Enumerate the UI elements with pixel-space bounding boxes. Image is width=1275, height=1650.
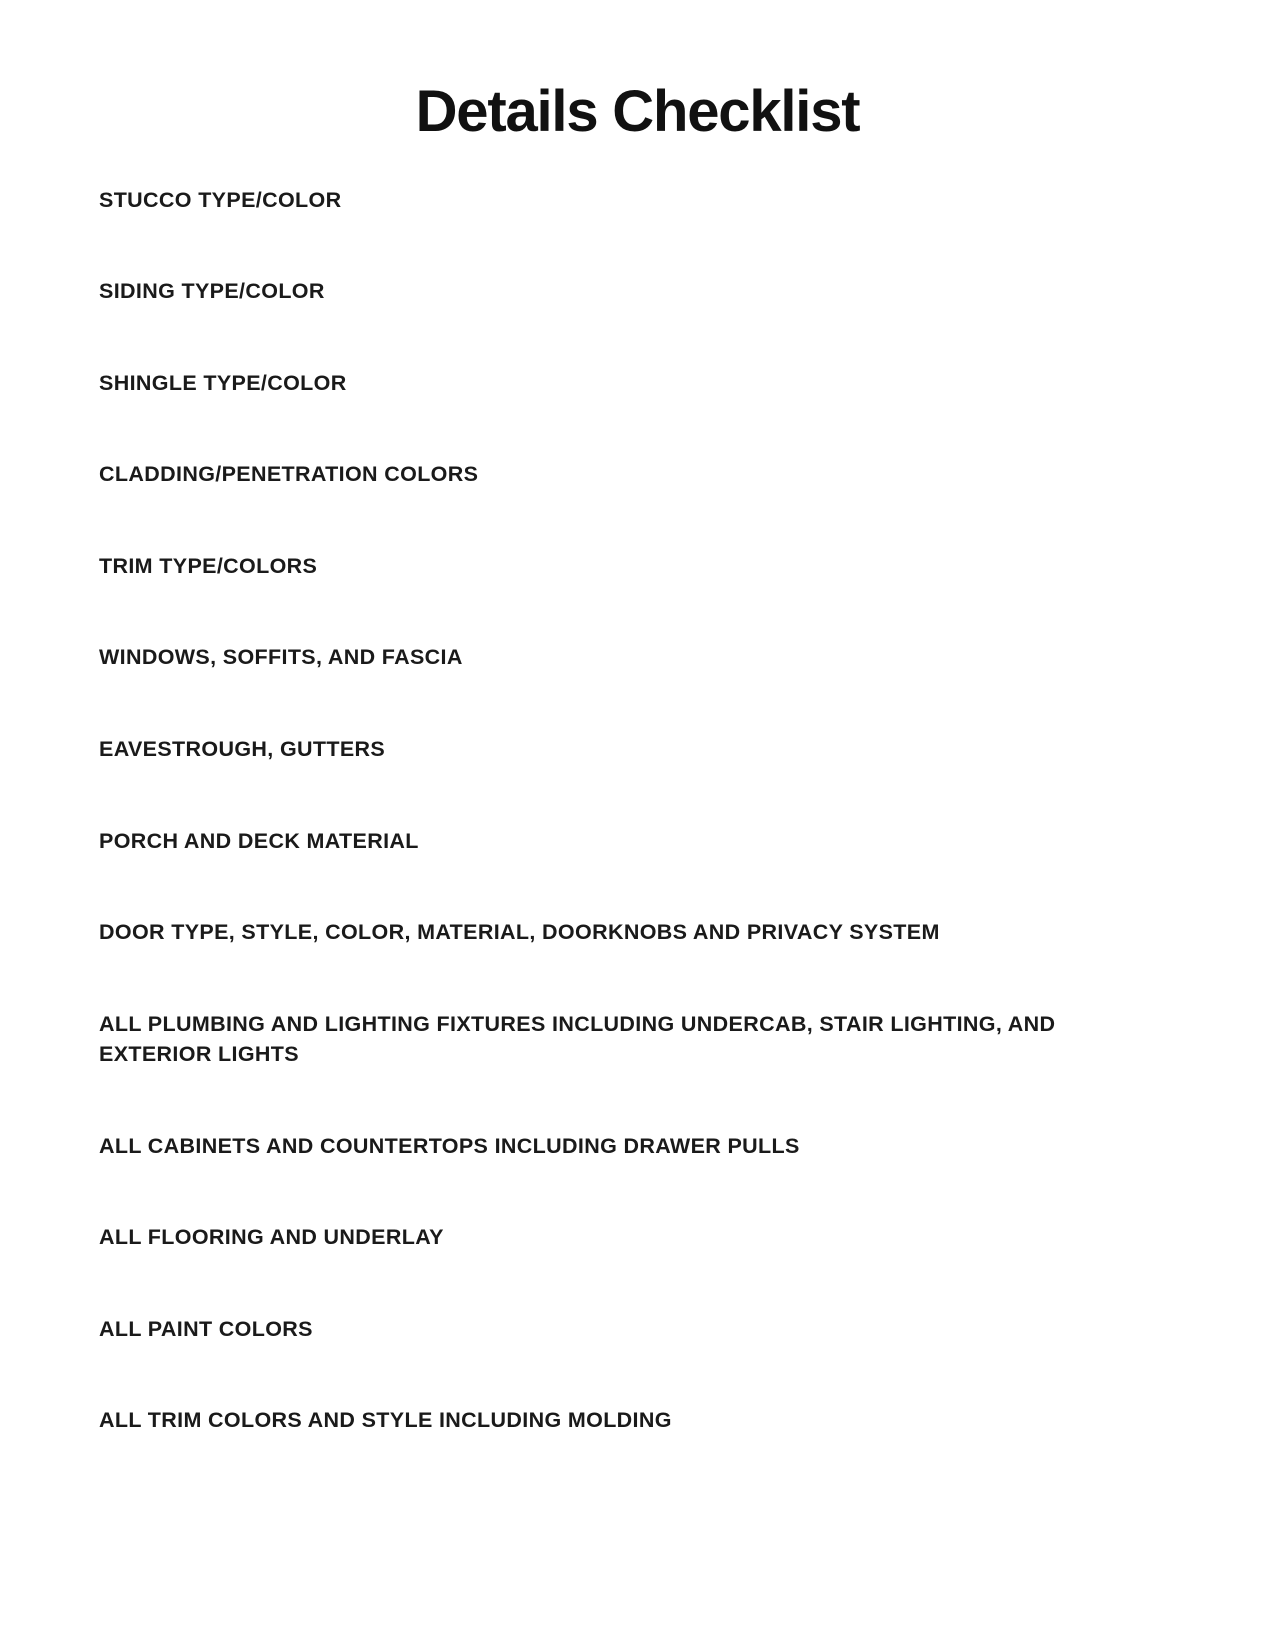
- list-item: SIDING TYPE/COLOR: [99, 279, 325, 304]
- list-item: STUCCO TYPE/COLOR: [99, 187, 342, 212]
- list-item: ALL CABINETS AND COUNTERTOPS INCLUDING DRAWER PULLS: [99, 1133, 800, 1158]
- list-item: ALL TRIM COLORS AND STYLE INCLUDING MOLDING: [99, 1408, 672, 1433]
- details-checklist: [0, 143, 1275, 1436]
- list-item: PORCH AND DECK MATERIAL: [99, 828, 419, 853]
- list-item: DOOR TYPE, STYLE, COLOR, MATERIAL, DOORKNOBS AND PRIVACY SYSTEM: [99, 920, 940, 945]
- page-title: Details Checklist: [415, 79, 860, 144]
- list-item: ALL PAINT COLORS: [99, 1316, 313, 1341]
- list-item: WINDOWS, SOFFITS, AND FASCIA: [99, 645, 463, 670]
- list-item: EAVESTROUGH, GUTTERS: [99, 736, 386, 761]
- list-item: TRIM TYPE/COLORS: [99, 553, 318, 578]
- list-item: SHINGLE TYPE/COLOR: [99, 370, 347, 395]
- list-item: CLADDING/PENETRATION COLORS: [99, 462, 479, 487]
- list-item: ALL PLUMBING AND LIGHTING FIXTURES INCLUDING UNDERCAB, STAIR LIGHTING, AND EXTERIOR LIGHTS: [99, 1011, 1056, 1067]
- list-item: ALL FLOORING AND UNDERLAY: [99, 1225, 444, 1250]
